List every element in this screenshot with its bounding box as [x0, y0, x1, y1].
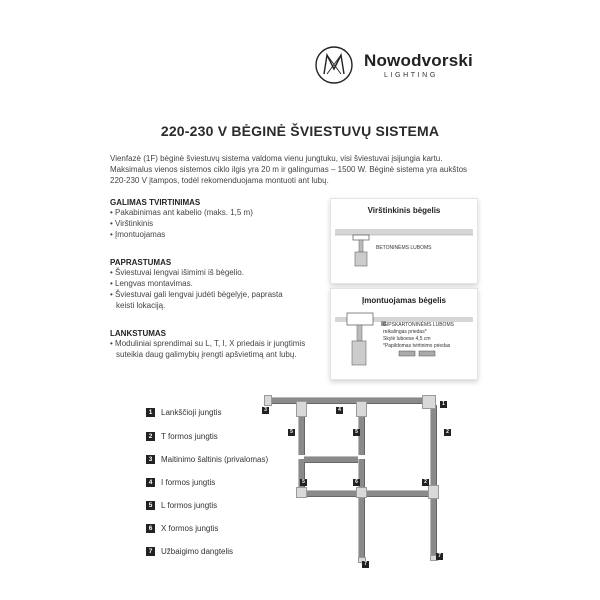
section-list — [110, 338, 310, 360]
panel-note: *Papildomas tvirtinimo priedas — [383, 343, 451, 349]
diagram-marker: 7 — [436, 553, 443, 560]
section-list — [110, 267, 300, 311]
legend-label: X formos jungtis — [161, 524, 219, 533]
section-flexibility — [110, 329, 310, 360]
legend-number: 2 — [146, 432, 155, 441]
diagram-marker: 1 — [440, 401, 447, 408]
section-heading: LANKSTUMAS — [110, 329, 166, 338]
recessed-track-panel — [330, 288, 478, 380]
track-segment — [364, 490, 430, 497]
section-heading: GALIMAS TVIRTINIMAS — [110, 198, 201, 207]
legend-number: 1 — [146, 408, 155, 417]
nowodvorski-logo-icon — [314, 45, 354, 85]
legend-label: Lankščioji jungtis — [161, 408, 222, 417]
section-list — [110, 207, 320, 240]
diagram-marker: 3 — [262, 407, 269, 414]
page-title: 220-230 V BĖGINĖ ŠVIESTUVŲ SISTEMA — [160, 123, 440, 139]
intro-paragraph: Vienfazė (1F) bėginė šviestuvų sistema valdoma vienu jungtuku, visi šviestuvai įsijungia kartu. Maksimalus vienos sistemos ciklo ilgis yra 20 m ir galingumas – 1500 W. Bėginė sistema yra aukštos 220-230 V įtampos, todėl rekomenduojama montuoti ant lubų. — [110, 154, 468, 185]
l-connector — [296, 487, 307, 498]
section-heading: PAPRASTUMAS — [110, 258, 172, 267]
list-item: • Šviestuvai lengvai išimimi iš bėgelio. — [110, 268, 244, 277]
diagram-marker: 2 — [444, 429, 451, 436]
legend-number: 6 — [146, 524, 155, 533]
list-item: • Moduliniai sprendimai su L, T, I, X priedais ir jungtimis suteikia daug galimybių įrengti apšvietimą ant lubų. — [110, 339, 306, 359]
track-segment — [358, 497, 365, 559]
section-mounting — [110, 198, 320, 240]
power-supply-connector — [264, 395, 272, 406]
l-connector — [356, 401, 367, 417]
diagram-marker: 5 — [288, 429, 295, 436]
panel-note: Skylė luboese 4,5 cm — [383, 336, 431, 342]
legend-number: 7 — [146, 547, 155, 556]
diagram-marker: 7 — [362, 561, 369, 568]
list-item: • Pakabinimas ant kabelio (maks. 1,5 m) — [110, 208, 253, 217]
x-connector — [356, 487, 367, 498]
brand-name: Nowodvorski — [364, 51, 473, 70]
legend-item — [146, 408, 221, 420]
legend-item — [146, 524, 218, 536]
legend-label: L formos jungtis — [161, 501, 218, 510]
panel-note: reikalingas priedas* — [383, 329, 427, 335]
diagram-marker: 6 — [353, 479, 360, 486]
panel-title: Įmontuojamas bėgelis — [361, 296, 447, 305]
legend-label: T formos jungtis — [161, 432, 218, 441]
list-item: • Įmontuojamas — [110, 230, 166, 239]
panel-title: Virštinkinis bėgelis — [367, 206, 441, 215]
list-item: • Virštinkinis — [110, 219, 154, 228]
track-segment — [304, 456, 358, 463]
brand-logo — [314, 45, 494, 95]
legend-label: Užbaigimo dangtelis — [161, 547, 234, 556]
l-connector — [296, 401, 307, 417]
surface-track-illustration — [335, 223, 473, 279]
list-item: • Lengvas montavimas. — [110, 279, 193, 288]
section-simplicity — [110, 258, 300, 311]
diagram-marker: 5 — [353, 429, 360, 436]
legend-label: I formos jungtis — [161, 478, 216, 487]
surface-track-panel — [330, 198, 478, 284]
legend-item — [146, 455, 268, 467]
brand-subtitle: LIGHTING — [384, 72, 438, 79]
legend-item — [146, 547, 233, 559]
legend-label: Maitinimo šaltinis (privalomas) — [161, 455, 269, 464]
diagram-marker: 5 — [300, 479, 307, 486]
list-item: • Šviestuvai gali lengvai judėti bėgelyje, paprasta keisti lokaciją. — [110, 290, 283, 310]
track-segment — [430, 497, 437, 557]
legend-item — [146, 501, 217, 513]
diagram-marker: 2 — [422, 479, 429, 486]
panel-label: GIPSKARTONINĖMS LUBOMS — [383, 322, 454, 328]
legend-number: 3 — [146, 455, 155, 464]
track-layout-diagram — [258, 393, 454, 573]
legend-number: 4 — [146, 478, 155, 487]
track-segment — [298, 415, 305, 455]
t-connector — [428, 485, 439, 499]
legend-item — [146, 432, 218, 444]
legend-number: 5 — [146, 501, 155, 510]
legend-item — [146, 478, 215, 490]
track-segment — [430, 405, 437, 485]
track-segment — [304, 490, 358, 497]
flexible-connector — [422, 395, 436, 409]
diagram-marker: 4 — [336, 407, 343, 414]
panel-label: BETONINĖMS LUBOMS — [376, 245, 432, 251]
track-segment — [268, 397, 434, 404]
